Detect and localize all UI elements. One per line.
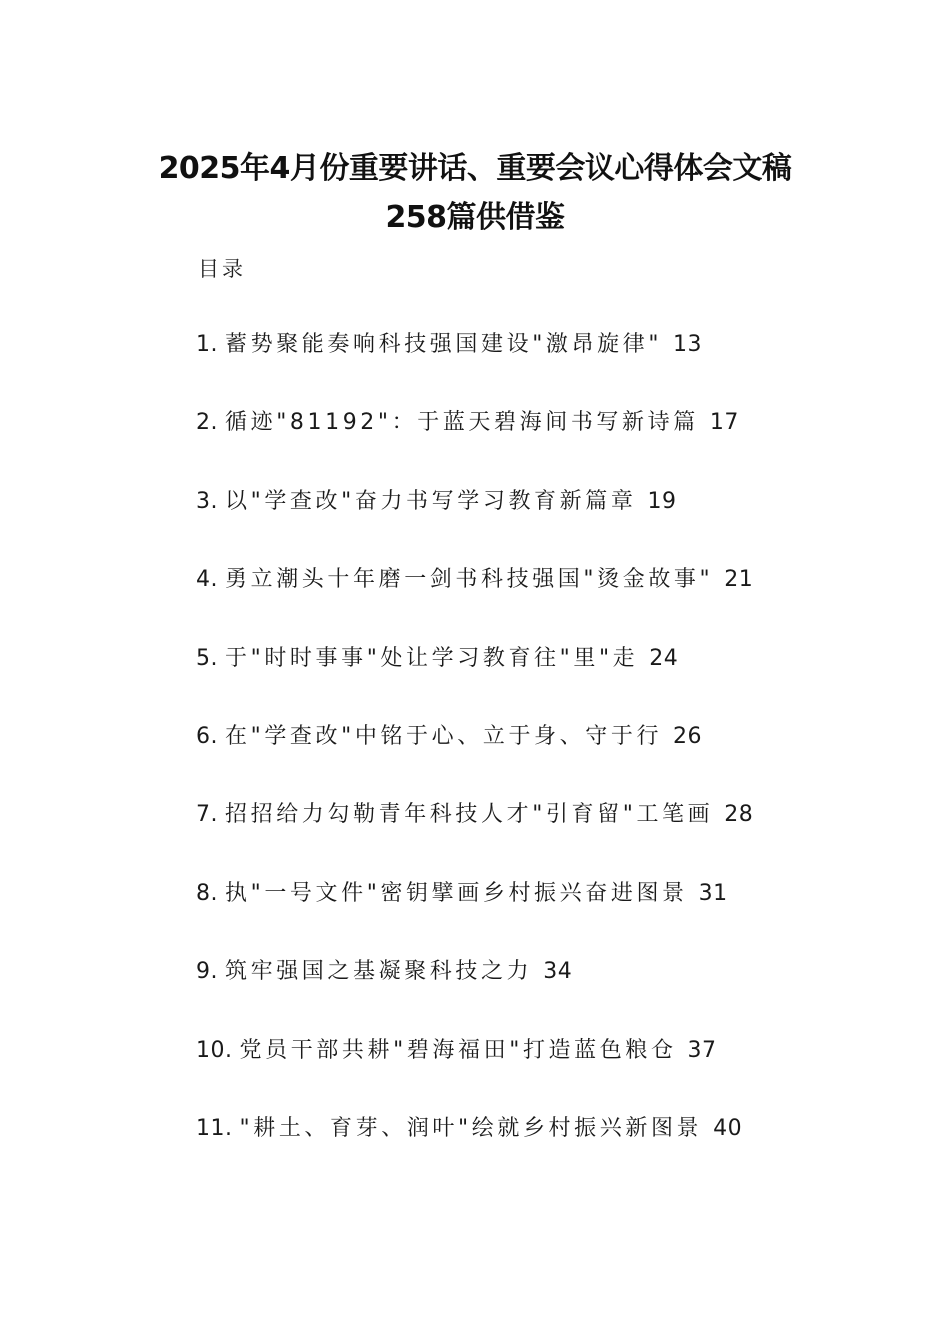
- toc-item-title: 勇立潮头十年磨一剑书科技强国"烫金故事": [225, 567, 714, 593]
- toc-item-page: 24: [649, 645, 679, 671]
- toc-item-page: 40: [713, 1115, 743, 1141]
- toc-item[interactable]: [196, 485, 896, 563]
- toc-item[interactable]: [196, 1034, 896, 1112]
- toc-item[interactable]: [196, 406, 896, 484]
- toc-item-page: 21: [724, 567, 754, 593]
- toc-item[interactable]: [196, 877, 896, 955]
- toc-item[interactable]: [196, 328, 896, 406]
- toc-item-page: 17: [709, 410, 739, 436]
- toc-item[interactable]: [196, 720, 896, 798]
- toc-item-number: 3.: [196, 488, 218, 514]
- toc-item-page: 19: [647, 488, 677, 514]
- toc-item-title: 于"时时事事"处让学习教育往"里"走: [225, 645, 639, 671]
- toc-item-number: 1.: [196, 332, 218, 357]
- toc-item[interactable]: [196, 1112, 896, 1190]
- toc-item-number: 7.: [196, 802, 218, 828]
- toc-item-title: 执"一号文件"密钥擘画乡村振兴奋进图景: [225, 880, 688, 906]
- toc-item-number: 9.: [196, 959, 218, 985]
- toc-item-page: 26: [673, 723, 703, 749]
- toc-item-number: 4.: [196, 567, 218, 593]
- toc-item-page: 37: [687, 1037, 717, 1063]
- toc-item-number: 10.: [196, 1037, 233, 1063]
- toc-item-page: 34: [543, 959, 573, 985]
- toc-item-page: 31: [698, 880, 728, 906]
- toc-item-title: 招招给力勾勒青年科技人才"引育留"工笔画: [225, 802, 714, 828]
- toc-item[interactable]: [196, 563, 896, 641]
- toc-item-number: 2.: [196, 410, 218, 436]
- document-title-line1: 2025年4月份重要讲话、重要会议心得体会文稿: [158, 151, 792, 186]
- toc-item-title: 在"学查改"中铭于心、立于身、守于行: [225, 723, 663, 749]
- toc-item[interactable]: [196, 642, 896, 720]
- toc-item-title: 筑牢强国之基凝聚科技之力: [225, 959, 533, 985]
- toc-item-number: 5.: [196, 645, 218, 671]
- toc-item-title: 党员干部共耕"碧海福田"打造蓝色粮仓: [239, 1037, 677, 1063]
- toc-item-number: 8.: [196, 880, 218, 906]
- toc-item[interactable]: [196, 798, 896, 876]
- toc-item-number: 11.: [196, 1115, 233, 1141]
- toc-item[interactable]: [196, 955, 896, 1033]
- toc-item-page: 13: [673, 332, 703, 357]
- toc-item-page: 28: [724, 802, 754, 828]
- toc-item-title: 蓄势聚能奏响科技强国建设"激昂旋律": [225, 332, 663, 357]
- document-title-line2: 258篇供借鉴: [385, 200, 565, 235]
- toc-item-title: "耕土、育芽、润叶"绘就乡村振兴新图景: [239, 1115, 703, 1141]
- table-of-contents: [196, 328, 896, 1190]
- toc-item-title: 循迹"81192"：于蓝天碧海间书写新诗篇: [225, 410, 699, 436]
- toc-heading: 目录: [198, 257, 246, 281]
- toc-item-number: 6.: [196, 723, 218, 749]
- toc-item-title: 以"学查改"奋力书写学习教育新篇章: [225, 488, 637, 514]
